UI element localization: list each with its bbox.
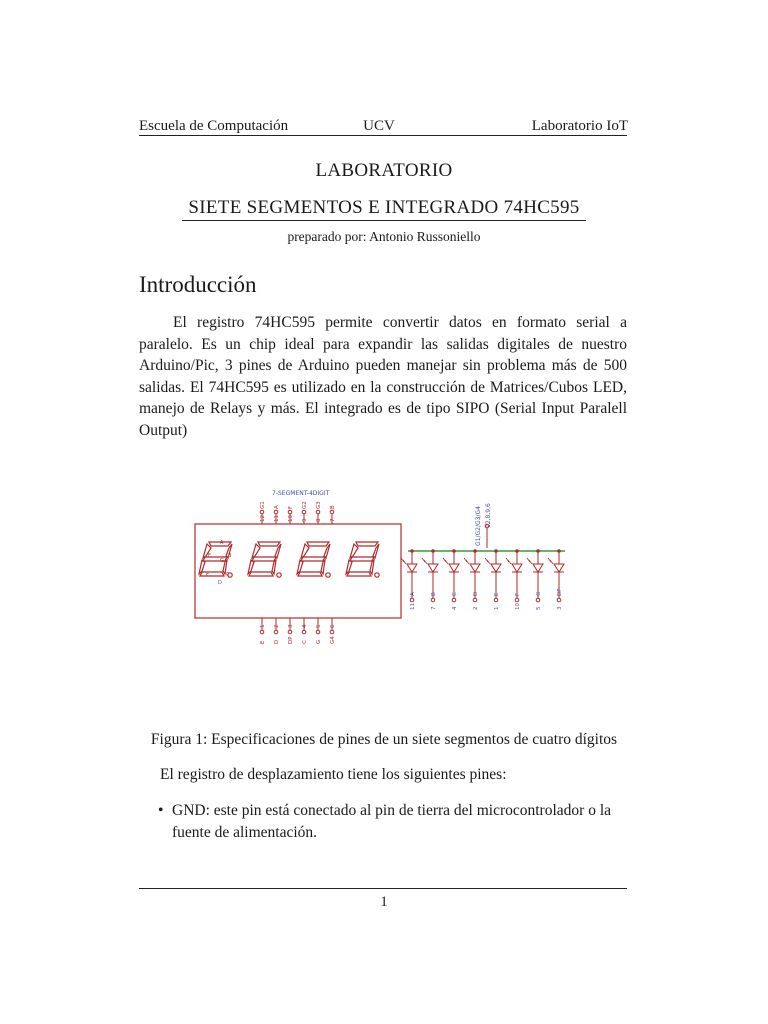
diode-icon bbox=[407, 564, 417, 572]
segment-letter: C bbox=[226, 572, 230, 578]
pin-name: A bbox=[410, 592, 416, 596]
emission-arrow bbox=[466, 560, 469, 564]
bullet-icon: • bbox=[158, 802, 164, 819]
segment bbox=[272, 560, 276, 574]
common-pins: 12,8,9,6 bbox=[485, 503, 492, 528]
pin-name: DP bbox=[557, 588, 563, 596]
segment bbox=[356, 542, 378, 546]
emission-arrow bbox=[422, 558, 425, 562]
pin-name: DP bbox=[288, 636, 294, 644]
subtitle-text: SIETE SEGMENTOS E INTEGRADO 74HC595 bbox=[182, 197, 585, 221]
pin-number: 6 bbox=[330, 624, 336, 628]
pin-terminal bbox=[302, 630, 306, 634]
pin-number: 2 bbox=[274, 624, 280, 628]
pin-terminal bbox=[330, 630, 334, 634]
emission-arrow bbox=[403, 560, 406, 564]
pin-name: G1 bbox=[260, 501, 266, 509]
segment bbox=[301, 557, 325, 561]
decimal-point bbox=[277, 573, 281, 577]
digit-3 bbox=[297, 542, 330, 577]
pin-terminal bbox=[316, 630, 320, 634]
emission-arrow bbox=[527, 558, 530, 562]
pin-terminal bbox=[260, 630, 264, 634]
diode-icon bbox=[554, 564, 564, 572]
pin-terminal bbox=[316, 510, 320, 514]
emission-arrow bbox=[445, 560, 448, 564]
segment bbox=[347, 572, 371, 576]
pin-number: 2 bbox=[473, 606, 479, 610]
header-university: UCV bbox=[363, 118, 395, 134]
emission-arrow bbox=[464, 558, 467, 562]
component-label: 7-SEGMENT-4DIGIT bbox=[272, 490, 330, 497]
segment-letter: G bbox=[220, 558, 224, 564]
segment-letter: E bbox=[206, 572, 210, 578]
pin-number: 3 bbox=[557, 606, 563, 610]
pin-terminal bbox=[410, 598, 414, 602]
top-pins bbox=[260, 501, 336, 524]
diode-icon bbox=[533, 564, 543, 572]
intro-paragraph: El registro 74HC595 permite convertir datos en formato serial a paralelo. Es un chip ideal para expandir las salidas digitales de nuestro Arduino/Pic, 3 pines de Arduino pueden manejar sin problema más de 500 salidas. El 74HC595 es utilizado en la construcción de Matrices/Cubos LED, manejo de Relays y más. El integrado es de tipo SIPO (Serial Input Paralell Output) bbox=[139, 314, 627, 439]
pin-name: F bbox=[288, 505, 294, 509]
segment bbox=[301, 544, 309, 558]
digit-2 bbox=[248, 542, 281, 577]
pin-terminal bbox=[452, 598, 456, 602]
pin-number: 8 bbox=[316, 518, 322, 522]
running-header bbox=[139, 113, 628, 135]
diode-icon bbox=[512, 564, 522, 572]
pin-terminal bbox=[260, 510, 264, 514]
segment bbox=[321, 560, 325, 574]
pin-terminal bbox=[288, 510, 292, 514]
segment-letter: A bbox=[220, 540, 224, 546]
segment-letter: B bbox=[228, 553, 232, 559]
bottom-pins bbox=[260, 618, 336, 644]
pin-number: 10 bbox=[515, 603, 521, 610]
pin-number: 10 bbox=[288, 515, 294, 522]
pin-number: 5 bbox=[536, 606, 542, 610]
pin-terminal bbox=[288, 630, 292, 634]
pin-terminal bbox=[473, 598, 477, 602]
pin-number: 9 bbox=[302, 518, 308, 522]
pin-name: F bbox=[515, 592, 521, 596]
diode-icon bbox=[470, 564, 480, 572]
decimal-point bbox=[375, 573, 379, 577]
pin-name: E bbox=[260, 640, 266, 644]
emission-arrow bbox=[506, 558, 509, 562]
pin-terminal bbox=[330, 510, 334, 514]
pin-terminal bbox=[274, 510, 278, 514]
pin-terminal bbox=[431, 598, 435, 602]
diode-icon bbox=[428, 564, 438, 572]
pin-number: 7 bbox=[330, 518, 336, 522]
header-lab: Laboratorio IoT bbox=[531, 118, 628, 134]
pin-name: B bbox=[330, 505, 336, 509]
digits bbox=[199, 540, 379, 586]
decimal-point bbox=[326, 573, 330, 577]
pin-name: G bbox=[536, 591, 542, 596]
pin-name: G2 bbox=[302, 501, 308, 509]
segment bbox=[249, 572, 273, 576]
pin-number: 12 bbox=[260, 515, 266, 522]
pin-name: A bbox=[274, 505, 280, 509]
pin-number: 7 bbox=[431, 606, 437, 610]
segment bbox=[252, 544, 260, 558]
pin-number: 1 bbox=[494, 606, 500, 610]
seven-segment-schematic bbox=[190, 484, 575, 654]
diode-icon bbox=[491, 564, 501, 572]
pin-name: B bbox=[431, 592, 437, 596]
header-rule bbox=[139, 135, 627, 136]
pin-name: C bbox=[452, 592, 458, 596]
emission-arrow bbox=[508, 560, 511, 564]
list-item bbox=[158, 800, 628, 843]
segment bbox=[252, 557, 276, 561]
pins-intro: El registro de desplazamiento tiene los siguientes pines: bbox=[160, 766, 507, 783]
pin-terminal bbox=[515, 598, 519, 602]
pin-terminal bbox=[274, 630, 278, 634]
pin-terminal bbox=[557, 598, 561, 602]
pin-name: G4 bbox=[330, 636, 336, 644]
document-title: LABORATORIO bbox=[315, 160, 453, 181]
emission-arrow bbox=[548, 558, 551, 562]
segment bbox=[200, 572, 224, 576]
pin-terminal bbox=[302, 510, 306, 514]
section-title: Introducción bbox=[139, 272, 257, 297]
pin-name: E bbox=[494, 592, 500, 596]
list-item-text: GND: este pin está conectado al pin de tierra del microcontrolador o la fuente de alimentación. bbox=[172, 802, 612, 841]
segment bbox=[298, 572, 322, 576]
emission-arrow bbox=[487, 560, 490, 564]
pin-number: 11 bbox=[410, 603, 416, 610]
diode-icon bbox=[449, 564, 459, 572]
pin-name: D bbox=[473, 591, 479, 596]
segment bbox=[370, 560, 374, 574]
emission-arrow bbox=[550, 560, 553, 564]
pin-name: C bbox=[302, 640, 308, 644]
author-line: preparado por: Antonio Russoniello bbox=[287, 229, 481, 244]
pin-number: 1 bbox=[260, 624, 266, 628]
emission-arrow bbox=[485, 558, 488, 562]
pin-number: 5 bbox=[316, 624, 322, 628]
segment bbox=[350, 557, 374, 561]
pin-name: D bbox=[274, 639, 280, 644]
pin-number: 3 bbox=[288, 624, 294, 628]
segment bbox=[307, 542, 329, 546]
segment-letter: D bbox=[218, 580, 222, 586]
document-subtitle bbox=[0, 197, 768, 219]
pin-terminal bbox=[494, 598, 498, 602]
pin-name: G3 bbox=[316, 501, 322, 509]
pin-terminal bbox=[536, 598, 540, 602]
pin-number: 11 bbox=[274, 515, 280, 522]
digit-4 bbox=[346, 542, 379, 577]
emission-arrow bbox=[443, 558, 446, 562]
diode-array bbox=[401, 549, 564, 610]
segment bbox=[350, 544, 358, 558]
header-school: Escuela de Computación bbox=[139, 118, 289, 134]
figure-caption: Figura 1: Especificaciones de pines de un siete segmentos de cuatro dígitos bbox=[150, 731, 618, 748]
pin-name: G bbox=[316, 639, 322, 644]
pin-number: 4 bbox=[452, 606, 458, 610]
pin-number: 4 bbox=[302, 624, 308, 628]
emission-arrow bbox=[529, 560, 532, 564]
page-number: 1 bbox=[380, 894, 388, 910]
common-label: G1/G2/G3/G4 bbox=[475, 506, 482, 546]
footer-rule bbox=[139, 888, 627, 889]
segment bbox=[258, 542, 280, 546]
segment-letter: F bbox=[208, 553, 211, 559]
emission-arrow bbox=[424, 560, 427, 564]
